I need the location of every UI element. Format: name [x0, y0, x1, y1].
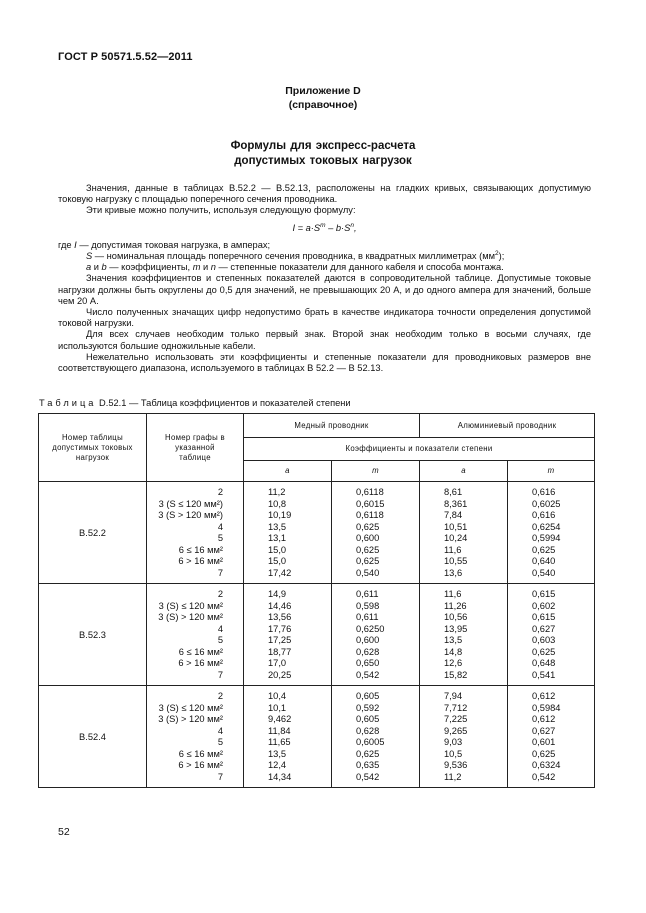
cu-m-cell-value: 0,625: [356, 521, 380, 532]
al-m-cell-value: 0,625: [532, 646, 556, 657]
al-a-cell-value: 11,26: [444, 600, 467, 611]
table-number-cell: В.52.2: [39, 482, 147, 584]
cu-m-cell-value: 0,605: [356, 714, 380, 724]
column-cell-value: 3 (S) ≤ 120 мм²: [158, 702, 223, 713]
cu-a-cell-value: 10,1: [268, 702, 287, 713]
annex-type: (справочное): [288, 99, 358, 111]
cu-m-cell-value: 0,635: [356, 760, 380, 770]
al-a-cell-value: 15,82: [444, 669, 468, 680]
column-cell-value: 7: [217, 567, 223, 578]
cu-a-cell: [244, 482, 332, 584]
table-row: [39, 686, 595, 788]
coefficients-table: [38, 413, 595, 788]
cu-m-cell-value: 0,605: [356, 691, 380, 701]
cu-m-cell-value: 0,600: [356, 635, 380, 645]
section-title-line2: допустимых токовых нагрузок: [234, 155, 412, 167]
column-cell-value: 5: [217, 635, 223, 645]
column-cell-value: 7: [217, 771, 223, 782]
al-a-cell: [420, 584, 508, 686]
column-cell-value: 2: [217, 487, 223, 497]
al-a-cell-value: 12,6: [444, 658, 463, 668]
paragraph: Эти кривые можно получить, используя следующую формулу:: [86, 205, 356, 216]
section-title: [0, 139, 646, 169]
column-cell-value: 6 ≤ 16 мм²: [178, 544, 223, 555]
cu-a-cell: [244, 584, 332, 686]
cu-m-cell-value: 0,6118: [356, 510, 384, 520]
cu-a-cell-value: 13,5: [268, 521, 287, 532]
column-cell-value: 5: [217, 533, 223, 543]
cu-m-cell: [332, 686, 420, 788]
al-m-cell-value: 0,6324: [532, 760, 561, 770]
al-m-cell-value: 0,603: [532, 635, 556, 645]
annex-title: Приложение D: [285, 85, 361, 97]
table-caption: Таблица D.52.1 — Таблица коэффициентов и показателей степени: [39, 398, 351, 408]
formula: $I = a\cdot S^m - b\cdot S^n$,: [292, 221, 357, 233]
cu-a-cell-value: 14,34: [268, 771, 292, 782]
al-a-cell-value: 10,56: [444, 612, 468, 622]
annex-heading: [0, 84, 646, 112]
al-m-cell: [508, 482, 595, 584]
al-a-cell-value: 11,2: [444, 771, 462, 782]
cu-m-cell-value: 0,542: [356, 771, 380, 782]
al-a-cell-value: 9,536: [444, 760, 468, 770]
cu-m-cell-value: 0,600: [356, 533, 380, 543]
cu-a-cell: [244, 686, 332, 788]
al-m-cell-value: 0,616: [532, 487, 556, 497]
header-al-a: a: [420, 461, 508, 482]
cu-a-cell-value: 14,9: [268, 589, 287, 599]
paragraph: Для всех случаев необходим только первый знак. Второй знак необходим только в восьми случаях, где используются большие одножильные кабели.: [58, 329, 591, 351]
cu-m-cell: [332, 482, 420, 584]
column-cell-value: 6 > 16 мм²: [178, 760, 223, 770]
al-m-cell-value: 0,602: [532, 600, 556, 611]
al-a-cell-value: 8,61: [444, 487, 463, 497]
standard-code: ГОСТ Р 50571.5.52—2011: [58, 51, 193, 63]
cu-a-cell-value: 10,8: [268, 498, 287, 509]
cu-a-cell-value: 11,84: [268, 725, 291, 736]
cu-a-cell-value: 11,2: [268, 487, 286, 497]
al-a-cell-value: 10,5: [444, 748, 463, 759]
al-a-cell-value: 7,94: [444, 691, 463, 701]
al-m-cell-value: 0,612: [532, 714, 556, 724]
column-cell-value: 5: [217, 737, 223, 747]
cu-m-cell-value: 0,6250: [356, 623, 385, 634]
al-a-cell-value: 9,03: [444, 737, 463, 747]
al-a-cell-value: 7,84: [444, 510, 463, 520]
column-cell-value: 6 > 16 мм²: [178, 556, 223, 566]
header-cu-m: m: [332, 461, 420, 482]
al-a-cell-value: 8,361: [444, 498, 468, 509]
al-a-cell-value: 10,51: [444, 521, 468, 532]
column-cell: [147, 686, 244, 788]
al-m-cell: [508, 584, 595, 686]
al-a-cell-value: 9,265: [444, 725, 468, 736]
al-a-cell: [420, 482, 508, 584]
al-m-cell-value: 0,616: [532, 510, 556, 520]
al-m-cell-value: 0,601: [532, 737, 556, 747]
al-m-cell-value: 0,627: [532, 623, 556, 634]
cu-m-cell-value: 0,540: [356, 567, 380, 578]
cu-a-cell-value: 11,65: [268, 737, 291, 747]
header-copper: Медный проводник: [244, 414, 420, 438]
cu-a-cell-value: 15,0: [268, 556, 287, 566]
cu-m-cell-value: 0,625: [356, 544, 380, 555]
table-row: [39, 482, 595, 584]
column-cell-value: 6 > 16 мм²: [178, 658, 223, 668]
al-m-cell-value: 0,5984: [532, 702, 561, 713]
paragraph: Число полученных значащих цифр недопустимо брать в качестве индикатора точности определения допустимой токовой нагрузки.: [58, 307, 591, 329]
cu-m-cell-value: 0,650: [356, 658, 380, 668]
cu-a-cell-value: 14,46: [268, 600, 292, 611]
cu-m-cell-value: 0,625: [356, 556, 380, 566]
cu-m-cell-value: 0,611: [356, 612, 379, 622]
cu-a-cell-value: 13,56: [268, 612, 292, 622]
al-m-cell-value: 0,648: [532, 658, 556, 668]
header-al-m: m: [508, 461, 595, 482]
paragraph: Значения, данные в таблицах В.52.2 — В.52.13, расположены на гладких кривых, связывающих допустимую токовую нагрузку с площадью поперечного сечения проводника.: [58, 183, 591, 205]
cu-m-cell-value: 0,6015: [356, 498, 385, 509]
al-a-cell-value: 11,6: [444, 544, 462, 555]
header-table-number: Номер таблицы допустимых токовых нагрузок: [39, 414, 147, 482]
cu-a-cell-value: 12,4: [268, 760, 287, 770]
column-cell-value: 4: [217, 725, 223, 736]
cu-m-cell-value: 0,6005: [356, 737, 385, 747]
cu-a-cell-value: 10,4: [268, 691, 287, 701]
column-cell-value: 3 (S > 120 мм²): [158, 510, 223, 520]
column-cell-value: 4: [217, 623, 223, 634]
cu-a-cell-value: 17,42: [268, 567, 292, 578]
al-a-cell-value: 7,712: [444, 702, 468, 713]
cu-m-cell-value: 0,542: [356, 669, 380, 680]
paragraph: Нежелательно использовать эти коэффициенты и степенные показатели для проводниковых размеров вне соответствующего диапазона, используемого в таблицах В 52.2 — В 52.13.: [58, 351, 591, 374]
column-cell-value: 3 (S) > 120 мм²: [158, 714, 223, 724]
al-a-cell-value: 13,5: [444, 635, 463, 645]
header-column-number: Номер графы в указанной таблице: [147, 414, 244, 482]
al-m-cell-value: 0,541: [532, 669, 556, 680]
where-line-ab: a и b — коэффициенты, m и n — степенные показатели для данного кабеля и способа монтажа.: [86, 262, 504, 273]
paragraph: Значения коэффициентов и степенных показателей даются в сопроводительной таблице. Допустимые токовые нагрузки должны быть округлены до 0,5 для значений, не превышающих 20 А, и до одного ампера для значений, больше чем 20 А.: [58, 273, 591, 306]
column-cell-value: 6 ≤ 16 мм²: [178, 646, 223, 657]
al-m-cell-value: 0,615: [532, 589, 556, 599]
cu-m-cell-value: 0,628: [356, 725, 380, 736]
cu-a-cell-value: 18,77: [268, 646, 292, 657]
cu-m-cell-value: 0,628: [356, 646, 380, 657]
al-a-cell-value: 13,6: [444, 567, 463, 578]
al-m-cell-value: 0,612: [532, 691, 556, 701]
column-cell-value: 6 ≤ 16 мм²: [178, 748, 223, 759]
cu-m-cell-value: 0,598: [356, 600, 380, 611]
al-a-cell-value: 7,225: [444, 714, 468, 724]
body-text: [58, 183, 591, 374]
page-number: 52: [58, 826, 70, 838]
column-cell-value: 4: [217, 521, 223, 532]
column-cell-value: 2: [217, 589, 223, 599]
al-m-cell-value: 0,627: [532, 725, 556, 736]
al-m-cell-value: 0,6025: [532, 498, 561, 509]
cu-a-cell-value: 13,5: [268, 748, 287, 759]
column-cell-value: 3 (S) > 120 мм²: [158, 612, 223, 622]
cu-m-cell-value: 0,625: [356, 748, 380, 759]
table-number-cell: В.52.3: [39, 584, 147, 686]
cu-a-cell-value: 17,76: [268, 623, 292, 634]
cu-a-cell-value: 17,0: [268, 658, 287, 668]
column-cell-value: 3 (S) ≤ 120 мм²: [158, 600, 223, 611]
al-m-cell-value: 0,640: [532, 556, 556, 566]
al-m-cell-value: 0,625: [532, 748, 556, 759]
where-line-s: S — номинальная площадь поперечного сечения проводника, в квадратных миллиметрах $(мм^2)$;: [86, 249, 505, 262]
cu-a-cell-value: 9,462: [268, 714, 292, 724]
header-coefficients: Коэффициенты и показатели степени: [244, 438, 595, 461]
column-cell-value: 2: [217, 691, 223, 701]
cu-a-cell-value: 20,25: [268, 669, 292, 680]
section-title-line1: Формулы для экспресс-расчета: [230, 140, 416, 152]
al-a-cell-value: 10,55: [444, 556, 468, 566]
where-line-i: где I — допустимая токовая нагрузка, в амперах;: [58, 239, 271, 250]
cu-m-cell-value: 0,592: [356, 702, 380, 713]
al-m-cell-value: 0,625: [532, 544, 556, 555]
header-aluminium: Алюминиевый проводник: [420, 414, 595, 438]
cu-a-cell-value: 17,25: [268, 635, 292, 645]
al-a-cell-value: 14,8: [444, 646, 463, 657]
column-cell-value: 7: [217, 669, 223, 680]
cu-a-cell-value: 15,0: [268, 544, 287, 555]
column-cell-value: 3 (S ≤ 120 мм²): [158, 498, 223, 509]
al-m-cell: [508, 686, 595, 788]
al-m-cell-value: 0,5994: [532, 533, 561, 543]
al-a-cell-value: 13,95: [444, 623, 468, 634]
cu-a-cell-value: 13,1: [268, 533, 287, 543]
al-a-cell-value: 10,24: [444, 533, 468, 543]
al-m-cell-value: 0,540: [532, 567, 556, 578]
al-m-cell-value: 0,542: [532, 771, 556, 782]
al-a-cell: [420, 686, 508, 788]
al-m-cell-value: 0,615: [532, 612, 556, 622]
header-cu-a: a: [244, 461, 332, 482]
cu-m-cell: [332, 584, 420, 686]
al-m-cell-value: 0,6254: [532, 521, 561, 532]
table-number-cell: В.52.4: [39, 686, 147, 788]
column-cell: [147, 482, 244, 584]
table-row: [39, 584, 595, 686]
cu-a-cell-value: 10,19: [268, 510, 292, 520]
al-a-cell-value: 11,6: [444, 589, 462, 599]
cu-m-cell-value: 0,6118: [356, 487, 384, 497]
cu-m-cell-value: 0,611: [356, 589, 379, 599]
column-cell: [147, 584, 244, 686]
